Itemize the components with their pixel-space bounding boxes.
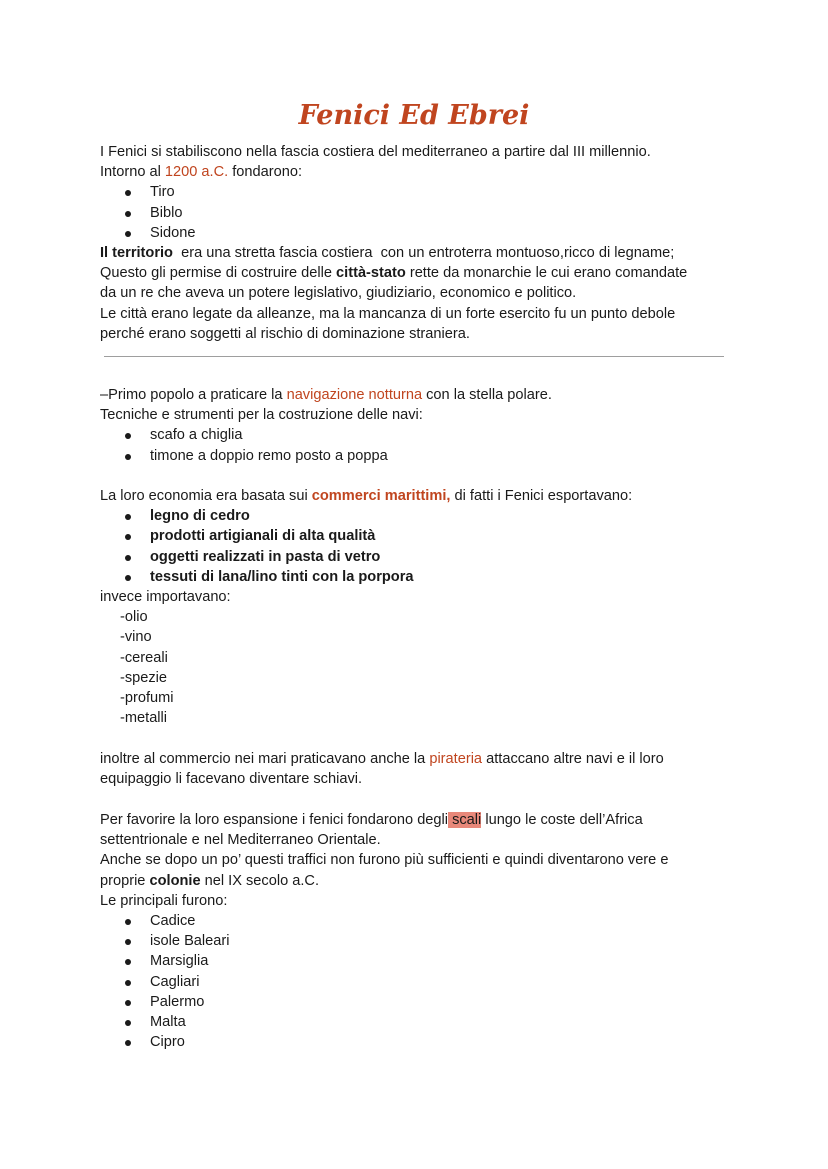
list-item: Cadice — [100, 911, 740, 931]
list-item: tessuti di lana/lino tinti con la porpora — [100, 567, 740, 587]
list-item: Biblo — [100, 203, 740, 223]
list-item: Malta — [100, 1012, 740, 1032]
date-highlight: 1200 a.C. — [164, 164, 229, 181]
list-item: -olio — [120, 609, 148, 626]
expansion-line-3: Anche se dopo un po’ questi traffici non furono più sufficienti e quindi diventarono vere e — [100, 852, 669, 869]
list-item: prodotti artigianali di alta qualità — [100, 526, 740, 546]
list-item: Cipro — [100, 1032, 740, 1052]
cities-list — [100, 182, 740, 243]
list-item: -spezie — [120, 669, 168, 686]
imports-list — [100, 607, 740, 728]
horizontal-divider — [104, 356, 724, 357]
expansion-line-5: Le principali furono: — [100, 892, 228, 909]
list-item: scafo a chiglia — [100, 425, 740, 445]
territory-line-5: perché erano soggetti al rischio di dominazione straniera. — [100, 325, 470, 342]
page-title: Fenici Ed Ebrei — [298, 100, 530, 131]
list-item: legno di cedro — [100, 506, 740, 526]
list-item: Palermo — [100, 992, 740, 1012]
territory-line-2: Questo gli permise di costruire delle città-stato rette da monarchie le cui erano comandate — [100, 265, 688, 282]
list-item: oggetti realizzati in pasta di vetro — [100, 547, 740, 567]
highlighted-word: scali — [448, 812, 482, 828]
imports-label: invece importavano: — [100, 589, 231, 606]
list-item: Cagliari — [100, 972, 740, 992]
exports-list — [100, 506, 740, 587]
territory-line-4: Le città erano legate da alleanze, ma la mancanza di un forte esercito fu un punto debole — [100, 305, 676, 322]
navigation-line-1: –Primo popolo a praticare la navigazione notturna con la stella polare. — [100, 387, 552, 403]
economy-section — [100, 486, 740, 728]
expansion-line-1: Per favorire la loro espansione i fenici fondarono degli scali lungo le coste dell’Africa — [100, 812, 643, 828]
list-item: -metalli — [120, 710, 168, 727]
expansion-line-4: proprie colonie nel IX secolo a.C. — [100, 872, 320, 889]
colonies-list — [100, 911, 740, 1052]
piracy-section — [100, 749, 740, 789]
list-item: Tiro — [100, 182, 740, 202]
intro-section — [100, 142, 740, 344]
economy-line: La loro economia era basata sui commerci marittimi, di fatti i Fenici esportavano: — [100, 488, 633, 504]
expansion-line-2: settentrionale e nel Mediterraneo Orientale. — [100, 832, 381, 849]
expansion-section — [100, 810, 740, 1052]
navigation-line-2: Tecniche e strumenti per la costruzione delle navi: — [100, 407, 423, 424]
intro-line-1: I Fenici si stabiliscono nella fascia costiera del mediterraneo a partire dal III millennio. — [100, 144, 651, 160]
list-item: Sidone — [100, 223, 740, 243]
list-item: -profumi — [120, 690, 174, 707]
territory-line-1: Il territorio era una stretta fascia costiera con un entroterra montuoso,ricco di legname; — [100, 245, 675, 262]
ship-techniques-list — [100, 425, 740, 465]
list-item: -cereali — [120, 649, 168, 666]
intro-line-2: Intorno al 1200 a.C. fondarono: — [100, 164, 303, 181]
list-item: -vino — [120, 629, 152, 646]
list-item: Marsiglia — [100, 951, 740, 971]
piracy-line-2: equipaggio li facevano diventare schiavi. — [100, 771, 363, 788]
list-item: timone a doppio remo posto a poppa — [100, 446, 740, 466]
list-item: isole Baleari — [100, 931, 740, 951]
navigation-section — [100, 385, 740, 466]
piracy-line-1: inoltre al commercio nei mari praticavano anche la pirateria attaccano altre navi e il loro — [100, 751, 664, 767]
territory-line-3: da un re che aveva un potere legislativo, giudiziario, economico e politico. — [100, 285, 577, 302]
